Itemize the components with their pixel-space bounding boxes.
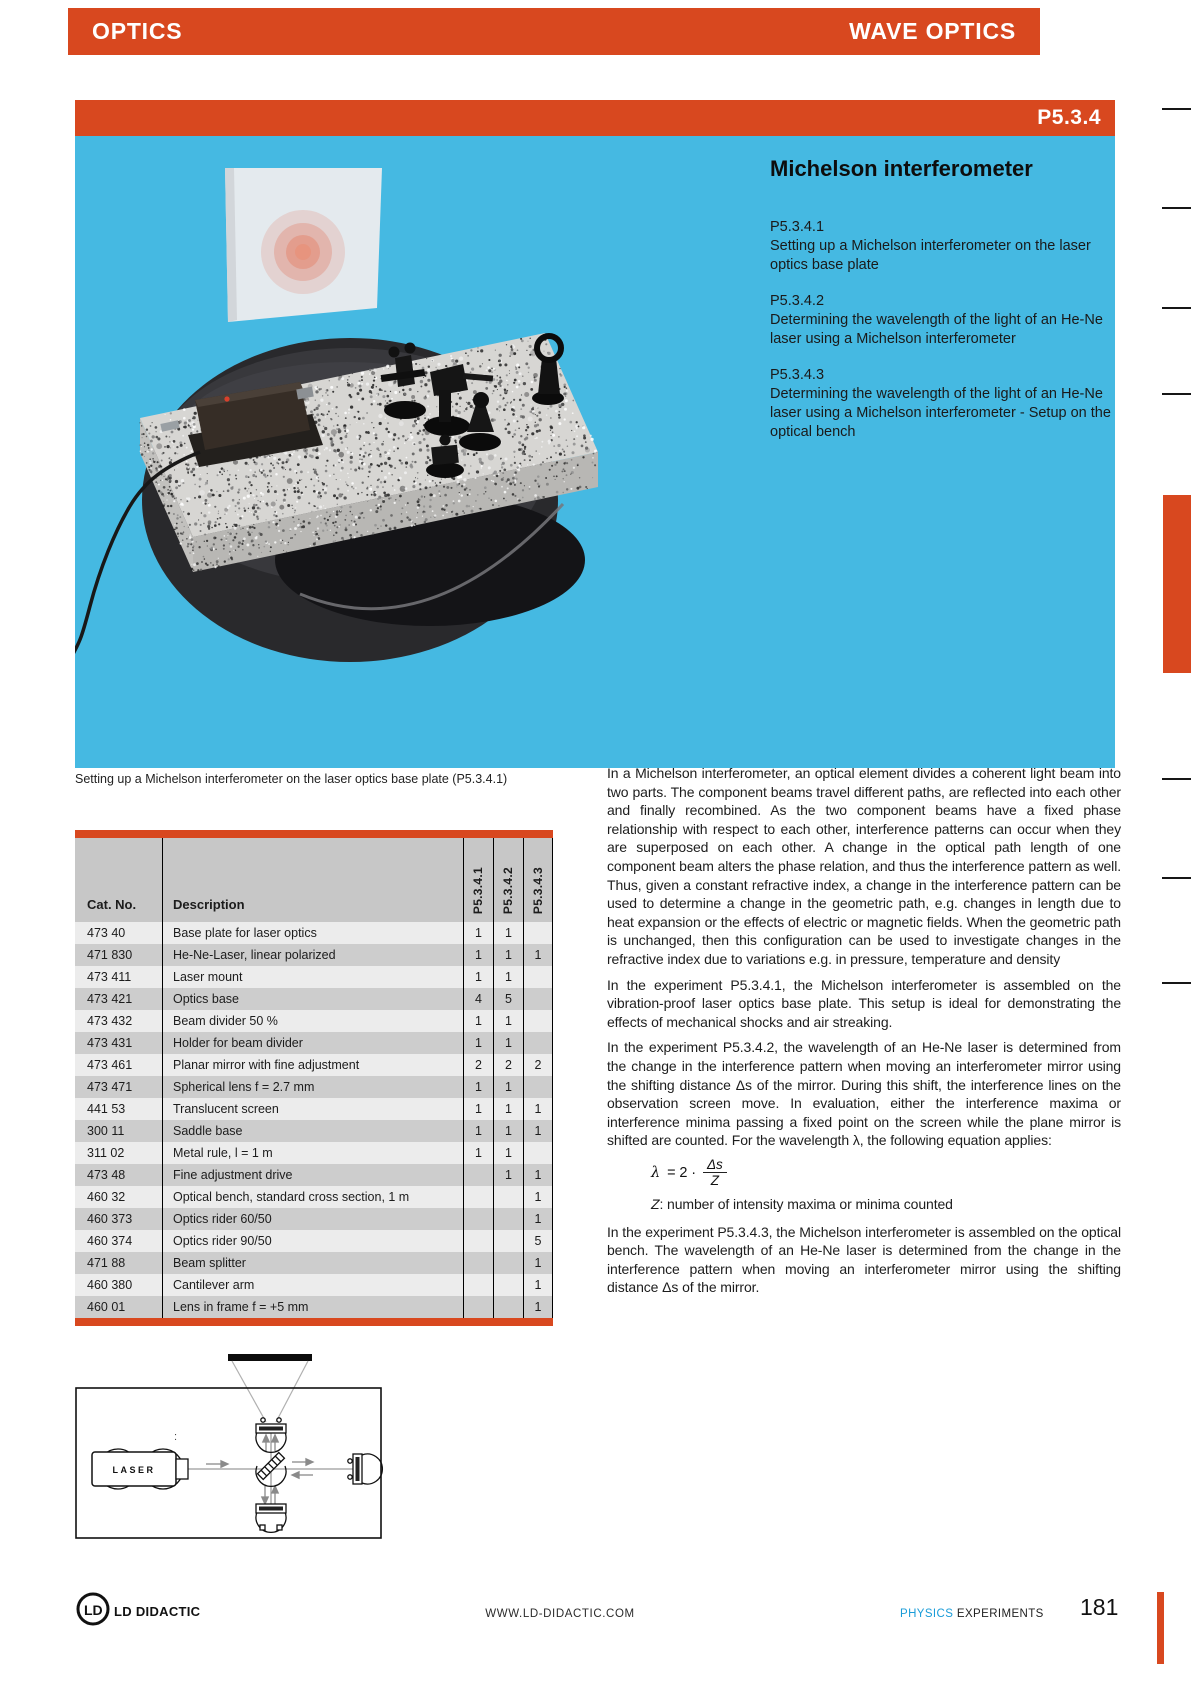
experiment-item [770, 366, 1115, 442]
cell-quantity: 1 [463, 1142, 493, 1164]
table-row [75, 1230, 553, 1252]
cell-quantity: 1 [493, 944, 523, 966]
cell-cat-no: 473 40 [87, 926, 126, 940]
footer-series-physics: PHYSICS [900, 1608, 954, 1620]
table-row [75, 1252, 553, 1274]
cell-quantity [493, 1230, 523, 1252]
table-row [75, 1098, 553, 1120]
cell-description: Optics base [162, 988, 463, 1010]
body-paragraph: In the experiment P5.3.4.1, the Michelson interferometer is assembled on the vibration-proof laser optics base plate. This setup is ideal for demonstrating the effects of mechanical shocks and air streaking. [607, 976, 1121, 1030]
cell-quantity [523, 1142, 553, 1164]
logo-initials: LD [84, 1602, 103, 1618]
cell-cat-no: 460 01 [87, 1300, 126, 1314]
table-top-rule [75, 830, 553, 838]
cell-quantity [463, 1208, 493, 1230]
footer-website: WWW.LD-DIDACTIC.COM [485, 1608, 635, 1620]
cell-quantity [463, 1274, 493, 1296]
interferometer-diagram [70, 1348, 390, 1548]
cell-quantity: 1 [493, 966, 523, 988]
cell-quantity: 1 [463, 922, 493, 944]
table-row [75, 1010, 553, 1032]
cell-description: Fine adjustment drive [162, 1164, 463, 1186]
cell-cat-no: 460 32 [87, 1190, 126, 1204]
equation-legend: Z: number of intensity maxima or minima counted [651, 1195, 953, 1212]
section-code: P5.3.4 [1037, 106, 1101, 129]
cell-quantity: 2 [463, 1054, 493, 1076]
body-paragraph: In the experiment P5.3.4.3, the Michelson interferometer is assembled on the optical bench. The wavelength of an He-Ne laser is determined from the change in the interference pattern when moving an interferometer mirror using the shifting distance Δs of the mirror. [607, 1223, 1121, 1296]
cell-cat-no: 473 411 [87, 970, 132, 984]
cell-quantity [523, 1010, 553, 1032]
cell-quantity: 5 [493, 988, 523, 1010]
diagram-colon-mark: : [174, 1431, 178, 1443]
cell-quantity: 1 [493, 1164, 523, 1186]
equation-fraction [703, 1157, 727, 1189]
cell-quantity: 1 [493, 1120, 523, 1142]
experiment-code: P5.3.4.1 [770, 219, 825, 235]
table-row [75, 1274, 553, 1296]
cell-cat-no: 473 461 [87, 1058, 133, 1072]
body-paragraph: In a Michelson interferometer, an optical element divides a coherent light beam into two parts. The component beams travel different paths, are reflected into each other and finally recombined. As the two component beams have a fixed phase relationship with respect to each other, interference patterns can occur when they are superposed on each other. A change in the optical path length of one component beam alters the phase relation, and thus the interference pattern as well. Thus, given a constant refractive index, a change in the interference pattern can be used to determine a change in the geometric path, e.g. changes in length due to heat expansion or the effects of electric or magnetic fields. When the geometric path is unchanged, then this configuration can be used to investigate changes in the refractive index due to variations e.g. in pressure, temperature and density [607, 765, 1121, 967]
cell-cat-no: 300 11 [87, 1124, 125, 1138]
table-row [75, 1296, 553, 1318]
table-bottom-rule [75, 1318, 553, 1326]
chapter-side-tab [1163, 495, 1191, 673]
cell-cat-no: 473 431 [87, 1036, 133, 1050]
laser-label: LASER [112, 1465, 156, 1475]
table-row [75, 1186, 553, 1208]
cell-quantity: 1 [493, 1142, 523, 1164]
column-header-p5341: P5.3.4.1 [463, 838, 493, 922]
cell-quantity [493, 1186, 523, 1208]
cell-quantity: 1 [463, 1120, 493, 1142]
cell-cat-no: 471 830 [87, 948, 133, 962]
cell-quantity: 1 [493, 1010, 523, 1032]
cell-quantity: 1 [463, 1098, 493, 1120]
column-header-p5342: P5.3.4.2 [493, 838, 523, 922]
cell-description: Optics rider 90/50 [162, 1230, 463, 1252]
table-row [75, 1120, 553, 1142]
cell-cat-no: 473 471 [87, 1080, 133, 1094]
intro-block [770, 156, 1115, 459]
cell-quantity: 1 [523, 1186, 553, 1208]
header-bar [68, 8, 1040, 55]
equipment-table-rows [75, 922, 553, 1318]
header-domain: OPTICS [92, 18, 183, 44]
cell-quantity [493, 1208, 523, 1230]
cell-description: Lens in frame f = +5 mm [162, 1296, 463, 1318]
cell-description: Beam splitter [162, 1252, 463, 1274]
cell-quantity: 1 [523, 1296, 553, 1318]
cell-quantity [523, 966, 553, 988]
cell-description: Optical bench, standard cross section, 1 m [162, 1186, 463, 1208]
cell-description: Base plate for laser optics [162, 922, 463, 944]
table-header-row [75, 838, 553, 922]
cell-cat-no: 473 48 [87, 1168, 126, 1182]
cell-quantity: 1 [523, 1120, 553, 1142]
crop-mark [1162, 393, 1191, 395]
diagram-screen [228, 1354, 312, 1361]
cell-quantity: 1 [523, 1164, 553, 1186]
cell-quantity: 5 [523, 1230, 553, 1252]
cell-description: Saddle base [162, 1120, 463, 1142]
cell-quantity: 1 [493, 1098, 523, 1120]
equation-numerator: Δs [707, 1156, 723, 1172]
cell-quantity: 1 [523, 944, 553, 966]
photo-caption: Setting up a Michelson interferometer on the laser optics base plate (P5.3.4.1) [75, 772, 508, 786]
footer-series-experiments: EXPERIMENTS [956, 1608, 1044, 1620]
cell-cat-no: 473 432 [87, 1014, 133, 1028]
cell-quantity [493, 1296, 523, 1318]
cell-quantity: 1 [523, 1252, 553, 1274]
cell-quantity [523, 922, 553, 944]
cell-quantity: 1 [523, 1098, 553, 1120]
ld-didactic-logo [73, 1585, 293, 1640]
cell-quantity [463, 1296, 493, 1318]
table-row [75, 922, 553, 944]
cell-quantity: 1 [463, 944, 493, 966]
table-row [75, 1164, 553, 1186]
experiment-code: P5.3.4.3 [770, 367, 825, 383]
translucent-screen [225, 168, 382, 322]
experiment-description: Determining the wavelength of the light of an He-Ne laser using a Michelson interferometer - Setup on the optical bench [770, 386, 1111, 440]
crop-mark [1162, 982, 1191, 984]
body-text-column [607, 764, 1121, 1304]
cell-quantity: 1 [463, 966, 493, 988]
cell-cat-no: 441 53 [87, 1102, 126, 1116]
photo-area [75, 136, 1115, 768]
brand-name: LD DIDACTIC [114, 1604, 201, 1619]
cell-quantity [463, 1230, 493, 1252]
cell-description: Laser mount [162, 966, 463, 988]
crop-mark [1162, 778, 1191, 780]
page-number: 181 [1080, 1594, 1119, 1620]
table-row [75, 966, 553, 988]
cell-description: Spherical lens f = 2.7 mm [162, 1076, 463, 1098]
cell-description: Planar mirror with fine adjustment [162, 1054, 463, 1076]
cell-cat-no: 471 88 [87, 1256, 126, 1270]
cell-cat-no: 460 373 [87, 1212, 133, 1226]
footer-series [900, 1608, 1044, 1620]
cell-quantity [523, 1076, 553, 1098]
cell-quantity [463, 1186, 493, 1208]
equation-relation: = 2 · [667, 1164, 697, 1181]
experiment-item [770, 292, 1115, 349]
cell-description: Metal rule, l = 1 m [162, 1142, 463, 1164]
cell-quantity: 4 [463, 988, 493, 1010]
experiment-item [770, 218, 1115, 275]
diagram-mirror-right [348, 1454, 383, 1484]
cell-quantity: 2 [493, 1054, 523, 1076]
cell-description: He-Ne-Laser, linear polarized [162, 944, 463, 966]
cell-quantity: 1 [523, 1274, 553, 1296]
table-row [75, 1208, 553, 1230]
cell-quantity: 1 [493, 922, 523, 944]
cell-description: Beam divider 50 % [162, 1010, 463, 1032]
cell-cat-no: 460 380 [87, 1278, 133, 1292]
experiment-code: P5.3.4.2 [770, 293, 825, 309]
cell-quantity: 2 [523, 1054, 553, 1076]
cell-quantity: 1 [523, 1208, 553, 1230]
table-row [75, 988, 553, 1010]
cell-cat-no: 311 02 [87, 1146, 125, 1160]
cell-description: Holder for beam divider [162, 1032, 463, 1054]
equipment-table [75, 830, 553, 1326]
cell-description: Cantilever arm [162, 1274, 463, 1296]
cell-description: Translucent screen [162, 1098, 463, 1120]
page-number-rule [1157, 1592, 1164, 1664]
cell-quantity: 1 [493, 1032, 523, 1054]
diagram-mirror-bottom [256, 1504, 286, 1532]
cell-quantity [493, 1252, 523, 1274]
cell-quantity [493, 1274, 523, 1296]
cell-quantity: 1 [463, 1076, 493, 1098]
header-chapter: WAVE OPTICS [849, 18, 1016, 44]
column-header-p5343: P5.3.4.3 [523, 838, 553, 922]
crop-mark [1162, 877, 1191, 879]
column-header-description: Description [162, 838, 463, 922]
cell-cat-no: 460 374 [87, 1234, 133, 1248]
wavelength-equation [651, 1157, 1121, 1189]
page-title: Michelson interferometer [770, 156, 1033, 181]
table-row [75, 1142, 553, 1164]
cell-quantity [523, 988, 553, 1010]
body-paragraph: In the experiment P5.3.4.2, the wavelength of an He-Ne laser is determined from the change in the interference pattern when moving an interferometer mirror using the shifting distance Δs of the mirror. During this shift, the interference lines on the observation screen move. In evaluation, either the interference maxima or interference minima passing a fixed point on the screen while the plane mirror is shifted are counted. For the wavelength λ, the following equation applies: [607, 1039, 1121, 1149]
experiment-description: Determining the wavelength of the light of an He-Ne laser using a Michelson interferometer [770, 312, 1103, 347]
section-bar [75, 100, 1115, 136]
cell-quantity: 1 [463, 1010, 493, 1032]
equation-denominator: Z [703, 1172, 727, 1189]
crop-mark [1162, 207, 1191, 209]
cell-cat-no: 473 421 [87, 992, 133, 1006]
cell-description: Optics rider 60/50 [162, 1208, 463, 1230]
crop-mark [1162, 108, 1191, 110]
equation-lhs: λ [651, 1164, 661, 1181]
cell-quantity: 1 [463, 1032, 493, 1054]
column-header-cat-no: Cat. No. [87, 897, 137, 912]
table-row [75, 944, 553, 966]
table-row [75, 1076, 553, 1098]
cell-quantity: 1 [493, 1076, 523, 1098]
experiment-description: Setting up a Michelson interferometer on the laser optics base plate [770, 238, 1091, 273]
crop-mark [1162, 307, 1191, 309]
cell-quantity [463, 1164, 493, 1186]
cell-quantity [463, 1252, 493, 1274]
table-row [75, 1032, 553, 1054]
diagram-laser [92, 1449, 188, 1489]
cell-quantity [523, 1032, 553, 1054]
table-row [75, 1054, 553, 1076]
